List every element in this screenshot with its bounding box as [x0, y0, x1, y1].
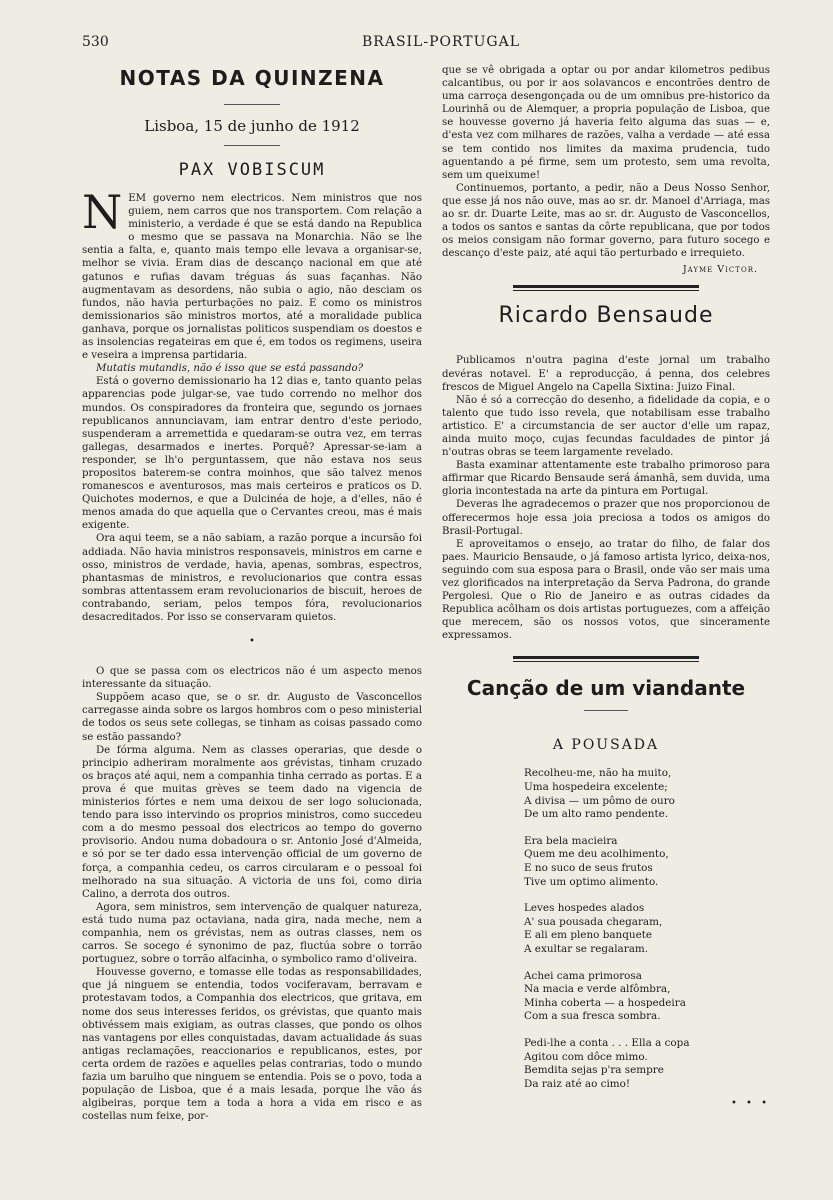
paragraph: Mutatis mutandis, não é isso que se está passando?	[96, 363, 364, 375]
verse: De um alto ramo pendente.	[524, 808, 669, 821]
stanza	[524, 902, 770, 956]
poem-title: Canção de um viandante	[466, 676, 746, 701]
stanza	[524, 970, 770, 1024]
paragraph: E aproveitamos o ensejo, ao tratar do filho, de falar dos paes. Mauricio Bensaude, o já famoso artista lyrico, deixa-nos, seguindo com sua esposa para o Brasil, onde vão ser mais uma vez glorificados na interpretação da Serva Padrona, do grande Pergolesi. Que o Rio de Janeiro e as outras cidades da Republica acôlham os dois artistas portuguezes, com a affeição que merecem, são os nossos votos, que sinceramente expressamos.	[442, 538, 770, 642]
stanza	[524, 835, 770, 889]
verse: Bemdita sejas p'ra sempre	[524, 1064, 664, 1077]
paragraph: O que se passa com os electricos não é um aspecto menos interessante da situação.	[82, 666, 422, 691]
paragraph: Suppõem acaso que, se o sr. dr. Augusto de Vasconcellos carregasse ainda sobre os largos hombros com o peso ministerial de todos os seus sete collegas, se tinham as coisas passado como se estão passando?	[82, 692, 422, 743]
verse: E ali em pleno banquete	[524, 929, 653, 942]
divider	[513, 290, 699, 291]
verse: E no suco de seus frutos	[524, 862, 653, 875]
article-title: Ricardo Bensaude	[498, 303, 714, 329]
verse: Uma hospedeira excelente;	[524, 781, 668, 794]
paragraph: Está o governo demissionario ha 12 dias e, tanto quanto pelas apparencias pode julgar-se, vae tudo correndo no melhor dos mundos. Os conspiradores da fronteira que, segundo os jornaes republicanos annunciavam, iam entrar dentro d'este periodo, suspenderam a arremettida e quedaram-se outra vez, em terras gallegas, desarmados e inertes. Porquê? Apressar-se-iam a responder, se lh'o perguntassem, que não estava nos seus propositos baterem-se contra moinhos, que são talvez menos romanescos e aventurosos, mas mais certeiros e praticos os D. Quichotes modernos, e que a Dulcinéa de hoje, a d'elles, não é menos amada do que aquella que o Cervantes creou, mas é mais exigente.	[82, 376, 422, 532]
right-column	[442, 64, 770, 1109]
running-title: BRASIL-PORTUGAL	[362, 34, 521, 50]
verse: Pedi-lhe a conta . . . Ella a copa	[524, 1036, 690, 1049]
verse: Tive um optimo alimento.	[524, 875, 659, 888]
paragraph: De fórma alguma. Nem as classes operarias, que desde o principio adheriram moralmente aos grévistas, tinham cruzado os braços até aqui, nem a companhia tinha cerrado as portas. E a prova é que muitas grèves se teem dado na vigencia de ministerios fórtes e nem uma deixou de ser logo solucionada, tendo para isso intervindo os proprios ministros, como succedeu com a do mesmo pessoal dos electricos ao tempo do governo provisorio. Andou numa dobadoura o sr. Antonio José d'Almeida, e só por se ter dado essa intervenção official de um governo de força, a companhia cedeu, os carros circularam e o pessoal foi melhorado na sua situação. A victoria de uns foi, como diria Calino, a derrota dos outros.	[82, 744, 422, 900]
divider	[224, 145, 280, 146]
verse: Com a sua fresca sombra.	[524, 1010, 661, 1023]
divider	[584, 710, 628, 711]
verse: A' sua pousada chegaram,	[524, 915, 663, 928]
left-column	[82, 62, 422, 1123]
verse: Achei cama primorosa	[524, 969, 642, 982]
section-title: NOTAS DA QUINZENA	[119, 66, 385, 90]
first-paragraph	[82, 185, 422, 362]
end-mark: • • •	[730, 1098, 770, 1110]
verse: Agitou com dôce mimo.	[524, 1050, 648, 1063]
paragraph: Publicamos n'outra pagina d'este jornal um trabalho devéras notavel. E' a reproducção, á penna, dos celebres frescos de Miguel Angelo na Capella Sixtina: Juizo Final.	[442, 355, 770, 393]
verse: Na macia e verde alfômbra,	[524, 983, 671, 996]
paragraph: Agora, sem ministros, sem intervenção de qualquer natureza, está tudo numa paz octaviana, nada gira, nada meche, nem a companhia, nem os grévistas, nem as outras classes, nem os carros. Se socego é synonimo de paz, fluctúa sobre o torrão portuguez, sobre o torrão alfacinha, o symbolico ramo d'oliveira.	[82, 901, 422, 966]
section-separator: •	[249, 636, 255, 648]
dateline: Lisboa, 15 de junho de 1912	[144, 117, 360, 135]
verse: Era bela macieira	[524, 834, 618, 847]
verse: Minha coberta — a hospedeira	[524, 996, 686, 1009]
verse: Da raiz até ao cimo!	[524, 1077, 631, 1090]
verse: Recolheu-me, não ha muito,	[524, 767, 672, 780]
stanza	[524, 767, 770, 821]
divider	[513, 661, 699, 662]
article-title: PAX VOBISCUM	[178, 160, 326, 180]
ricardo-body	[442, 354, 770, 642]
verse: A exultar se regalaram.	[524, 943, 649, 955]
poem	[524, 767, 770, 1091]
drop-cap: N	[82, 185, 123, 239]
divider	[513, 656, 699, 659]
paragraph: Continuemos, portanto, a pedir, não a Deus Nosso Senhor, que esse já nos não ouve, mas ao sr. dr. Manoel d'Arriaga, mas ao sr. dr. Duarte Leite, mas ao sr. dr. Augusto de Vasconcellos, a todos os santos e santas da côrte republicana, que por todos os meios consigam não formar governo, para futuro socego e descanço d'este paiz, até aqui tão perturbado e irrequieto.	[442, 182, 770, 260]
paragraph: Deveras lhe agradecemos o prazer que nos proporcionou de offerecermos hoje essa joia preciosa a todos os amigos do Brasil-Portugal.	[442, 499, 770, 537]
verse: Leves hospedes alados	[524, 902, 645, 915]
paragraph: Não é só a correcção do desenho, a fidelidade da copia, e o talento que tudo isso revela, que notabilisam esse trabalho artistico. E' a circumstancia de ser auctor d'elle um rapaz, ainda muito moço, cujas fecundas faculdades de pintor já n'outras obras se teem largamente revelado.	[442, 394, 770, 459]
page-header	[82, 34, 782, 56]
stanza	[524, 1037, 770, 1091]
signature: Jayme Victor.	[682, 264, 758, 276]
paragraph: Houvesse governo, e tomasse elle todas as responsabilidades, que já ninguem se entendia, todos vociferavam, berravam e protestavam todos, a Companhia dos electricos, que gritava, em nome dos seus interesses feridos, os grévistas, que quanto mais obtivéssem mais exigiam, as outras classes, que pondo os olhos nas vantagens por elles conquistadas, davam actualidade ás suas antigas reclamações, reaccionarios e republicanos, estes, por certa ordem de razões e aquelles pelas contrarias, todo o mundo fazia um barulho que ninguem se entendia. Pois se o povo, toda a população de Lisboa, que é a mais lesada, porque lhe vão ás algibeiras, porque tem a toda a hora a vida em risco e as costellas num feixe, por-	[82, 967, 422, 1123]
page-number: 530	[82, 34, 109, 50]
divider	[224, 104, 280, 105]
divider	[513, 285, 699, 288]
paragraph: que se vê obrigada a optar ou por andar kilometros pedibus calcantibus, ou por ir aos solavancos e encontrões dentro de uma carroça desengonçada ou de um omnibus pre-historico da Lourinhã ou de Alemquer, a propria população de Lisboa, que se houvesse governo já haveria feito alguma das suas — e, d'esta vez com milhares de razões, valha a verdade — até essa se tem contido nos limites da maxima prudencia, tudo aguentando a pé firme, sem um protesto, sem uma revolta, sem um queixume!	[442, 65, 770, 181]
first-paragraph-text: EM governo nem electricos. Nem ministros que nos guiem, nem carros que nos transportem. Com relação a ministerio, a verdade é que se está dando na Republica o mesmo que se passava na Monarchia. Não se lhe sentia a falta, e, quanto mais tempo elle levava a organisar-se, melhor se vivia. Eram dias de descanço nacional em que até gatunos e rufias davam tréguas ás suas façanhas. Não augmentavam as desordens, não subia o agio, não desciam os fundos, não havia perturbações no paiz. E como os ministros demissionarios são ministros mortos, até a moralidade publica ganhava, porque os jornalistas politicos suspendiam os doestos e as insolencias regateiras em que é, em todos os regimens, useira e veseira a imprensa partidaria.	[82, 193, 422, 362]
paragraph: Ora aqui teem, se a não sabiam, a razão porque a incursão foi addiada. Não havia ministros responsaveis, ministros em carne e osso, ministros de verdade, havia, apenas, sombras, espectros, phantasmas de ministros, e revolucionarios que contra essas sombras attentassem eram revolucionarios de biscuit, heroes de contrabando, seriam, pelos tempos fóra, revolucionarios desacreditados. Por isso se conservaram quietos.	[82, 533, 422, 623]
verse: Quem me deu acolhimento,	[524, 848, 669, 861]
poem-subtitle: A POUSADA	[552, 737, 660, 754]
paragraph: Basta examinar attentamente este trabalho primoroso para affirmar que Ricardo Bensaude será ámanhã, sem duvida, uma gloria incontestada na arte da pintura em Portugal.	[442, 460, 770, 498]
verse: A divisa — um pômo de ouro	[524, 794, 675, 807]
